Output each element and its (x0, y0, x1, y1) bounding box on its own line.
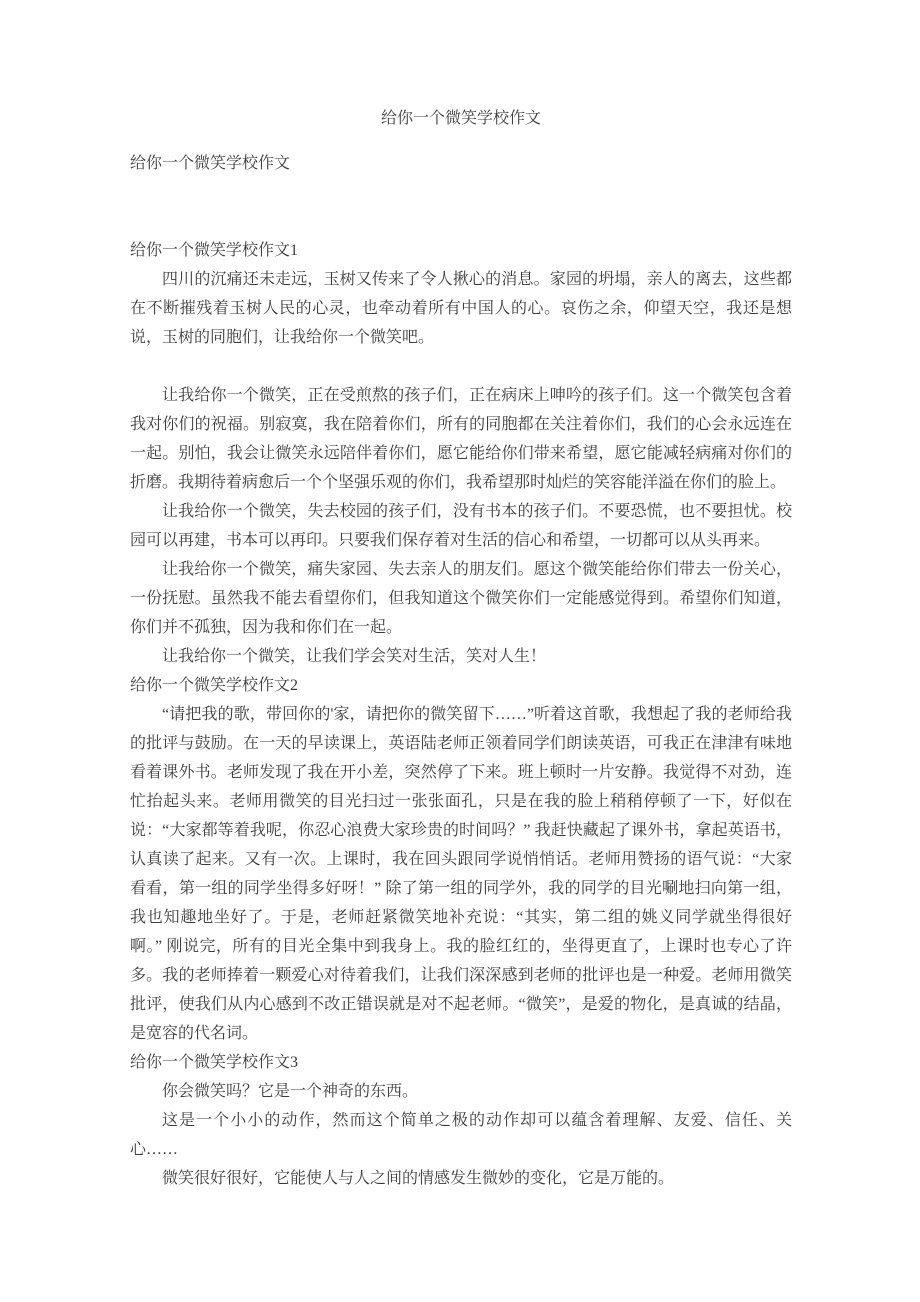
paragraph: “请把我的歌，带回你的'家，请把你的微笑留下……”听着这首歌，我想起了我的老师给我的批评与鼓励。在一天的早读课上，英语陆老师正领着同学们朗读英语，可我正在津津有味地看着课外书。老师发现了我在开小差，突然停了下来。班上顿时一片安静。我觉得不对劲，连忙抬起头来。老师用微笑的目光扫过一张张面孔，只是在我的脸上稍稍停顿了一下，好似在说：“大家都等着我呢，你忍心浪费大家珍贵的时间吗？” 我赶快藏起了课外书，拿起英语书，认真读了起来。又有一次。上课时，我在回头跟同学说悄悄话。老师用赞扬的语气说：“大家看看，第一组的同学坐得多好呀！” 除了第一组的同学外，我的同学的目光唰地扫向第一组，我也知趣地坐好了。于是，老师赶紧微笑地补充说：“其实，第二组的姚义同学就坐得很好啊。” 刚说完，所有的目光全集中到我身上。我的脸红红的，坐得更直了，上课时也专心了许多。我的老师捧着一颗爱心对待着我们，让我们深深感到老师的批评也是一种爱。老师用微笑批评，使我们从内心感到不改正错误就是对不起老师。“微笑”，是爱的物化，是真诚的结晶，是宽容的代名词。 (130, 706, 792, 1042)
doc-subtitle: 给你一个微笑学校作文 (130, 155, 291, 172)
section-2-heading: 给你一个微笑学校作文2 (130, 677, 299, 694)
paragraph: 四川的沉痛还未走远，玉树又传来了令人揪心的消息。家园的坍塌，亲人的离去，这些都在不断摧残着玉树人民的心灵，也牵动着所有中国人的心。哀伤之余，仰望天空，我还是想说，玉树的同胞们，让我给你一个微笑吧。 (130, 271, 792, 346)
doc-title: 给你一个微笑学校作文 (380, 110, 541, 127)
section-1-heading: 给你一个微笑学校作文1 (130, 242, 299, 259)
paragraph: 让我给你一个微笑，失去校园的孩子们，没有书本的孩子们。不要恐慌，也不要担忧。校园可以再建，书本可以再印。只要我们保存着对生活的信心和希望，一切都可以从头再来。 (130, 503, 792, 549)
paragraph: 你会微笑吗？它是一个神奇的东西。 (162, 1083, 419, 1100)
paragraph: 让我给你一个微笑，正在受煎熬的孩子们，正在病床上呻吟的孩子们。这一个微笑包含着我对你们的祝福。别寂寞，我在陪着你们，所有的同胞都在关注着你们，我们的心会永远连在一起。别怕，我会让微笑永远陪伴着你们，愿它能给你们带来希望，愿它能减轻病痛对你们的折磨。我期待着病愈后一个个坚强乐观的你们，我希望那时灿烂的笑容能洋溢在你们的脸上。 (130, 387, 792, 491)
paragraph: 让我给你一个微笑，让我们学会笑对生活，笑对人生！ (162, 648, 547, 665)
paragraph: 让我给你一个微笑，痛失家园、失去亲人的朋友们。愿这个微笑能给你们带去一份关心，一份抚慰。虽然我不能去看望你们，但我知道这个微笑你们一定能感觉得到。希望你们知道，你们并不孤独，因为我和你们在一起。 (130, 561, 792, 636)
section-3-heading: 给你一个微笑学校作文3 (130, 1054, 299, 1071)
paragraph: 这是一个小小的动作，然而这个简单之极的动作却可以蕴含着理解、友爱、信任、关心…… (130, 1112, 792, 1158)
paragraph: 微笑很好很好，它能使人与人之间的情感发生微妙的变化，它是万能的。 (162, 1170, 675, 1187)
